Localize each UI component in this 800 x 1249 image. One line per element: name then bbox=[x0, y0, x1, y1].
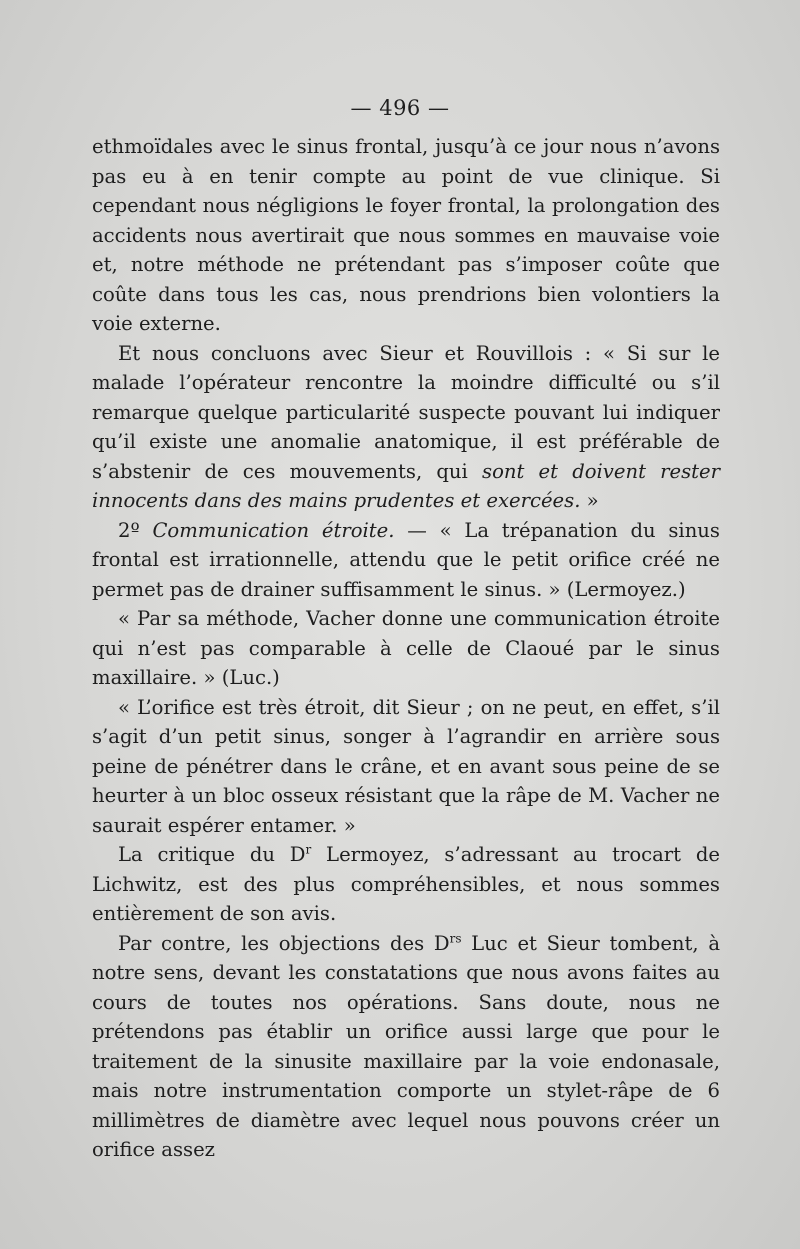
page-number: — 496 — bbox=[350, 96, 450, 120]
paragraph-2 bbox=[92, 339, 720, 516]
paragraph-1: ethmoïdales avec le sinus frontal, jusqu’à ce jour nous n’avons pas eu à en tenir compte au point de vue clinique. Si cependant nous négligions le foyer frontal, la prolongation des accidents nous avertirait que nous sommes en mauvaise voie et, notre méthode ne prétendant pas s’imposer coûte que coûte dans tous les cas, nous prendrions bien volontiers la voie externe. bbox=[92, 135, 720, 335]
superscript-dr: r bbox=[305, 842, 312, 857]
paragraph-7 bbox=[92, 929, 720, 1165]
paragraph-2-text: Et nous concluons avec Sieur et Rouvillois : « Si sur le malade l’opérateur rencontre la moindre difficulté ou s’il remarque quelque particularité suspecte pouvant lui indiquer qu’il existe une anomalie anatomique, il est préférable de s’abstenir de ces mouvements, qui bbox=[92, 341, 720, 483]
paragraph-6-a: La critique du D bbox=[118, 843, 306, 866]
paragraph-7-a: Par contre, les objections des D bbox=[118, 931, 450, 955]
paragraph-4: « Par sa méthode, Vacher donne une communication étroite qui n’est pas comparable à celle de Claoué par le sinus maxillaire. » (Luc.) bbox=[92, 607, 720, 689]
paragraph-2-end: » bbox=[580, 489, 599, 512]
paragraph-6-b: Lermoyez, s’adressant au trocart de Lichwitz, est des plus compréhensibles, et nous sommes entièrement de son avis. bbox=[92, 843, 720, 925]
paragraph-3-text: — « La trépanation du sinus frontal est irrationnelle, attendu que le petit orifice créé ne permet pas de drainer suffisamment le sinus. » (Lermoyez.) bbox=[92, 518, 720, 601]
section-number: 2º bbox=[118, 518, 153, 542]
section-heading: Communication étroite. bbox=[152, 518, 395, 542]
paragraph-3 bbox=[92, 516, 720, 605]
superscript-drs: rs bbox=[449, 930, 462, 945]
paragraph-7-b: Luc et Sieur tombent, à notre sens, devant les constatations que nous avons faites au cours de toutes nos opérations. Sans doute, nous ne prétendons pas établir un orifice aussi large que pour le traitement de la sinusite maxillaire par la voie endonasale, mais notre instrumentation comporte un stylet-râpe de 6 millimètres de diamètre avec lequel nous pouvons créer un orifice assez bbox=[92, 931, 720, 1161]
paragraph-2-italic-quote: sont et doivent rester innocents dans des mains prudentes et exercées. bbox=[92, 459, 720, 512]
paragraph-6 bbox=[92, 840, 720, 929]
paragraph-5: « L’orifice est très étroit, dit Sieur ; on ne peut, en effet, s’il s’agit d’un petit sinus, songer à l’agrandir en arrière sous peine de pénétrer dans le crâne, et en avant sous peine de se heurter à un bloc osseux résistant que la râpe de M. Vacher ne saurait espérer entamer. » bbox=[92, 695, 720, 837]
body-text bbox=[92, 132, 720, 1165]
